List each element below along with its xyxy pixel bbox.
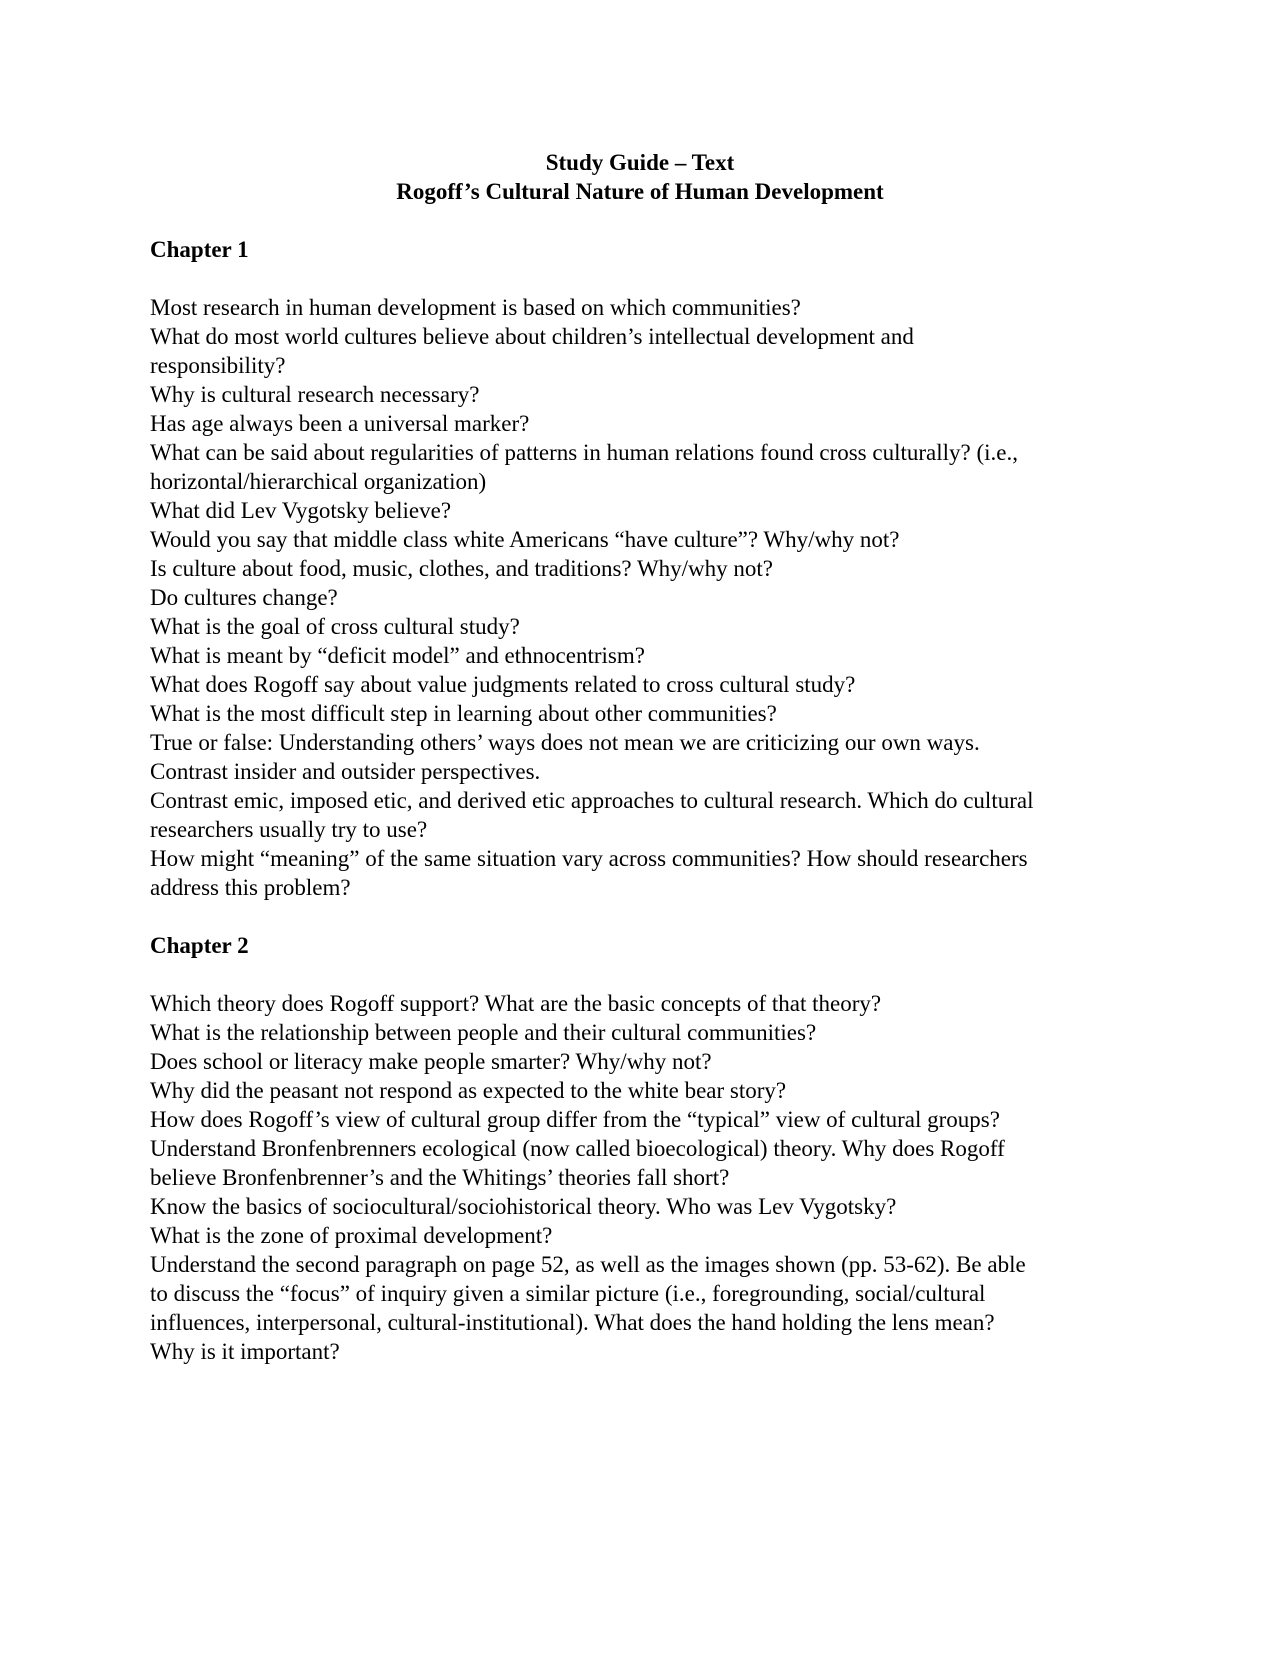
document-title xyxy=(150,148,1130,206)
question-line: How does Rogoff’s view of cultural group differ from the “typical” view of cultural groups? xyxy=(150,1107,1000,1132)
question-line: responsibility? xyxy=(150,353,286,378)
question-line: Understand Bronfenbrenners ecological (now called bioecological) theory. Why does Rogoff xyxy=(150,1136,1005,1161)
question-line: horizontal/hierarchical organization) xyxy=(150,469,487,494)
question-line: believe Bronfenbrenner’s and the Whitings’ theories fall short? xyxy=(150,1165,730,1190)
question-line: True or false: Understanding others’ ways does not mean we are criticizing our own ways. xyxy=(150,730,980,755)
title-line-2: Rogoff’s Cultural Nature of Human Development xyxy=(396,179,884,204)
question-line: Do cultures change? xyxy=(150,585,338,610)
question-line: How might “meaning” of the same situation vary across communities? How should researchers xyxy=(150,846,1028,871)
spacer xyxy=(150,960,1130,989)
chapter-1-section xyxy=(150,235,1130,902)
question-line: Why did the peasant not respond as expected to the white bear story? xyxy=(150,1078,787,1103)
question-line: influences, interpersonal, cultural-institutional). What does the hand holding the lens mean? xyxy=(150,1310,995,1335)
spacer xyxy=(150,206,1130,235)
chapter-1-heading: Chapter 1 xyxy=(150,237,249,262)
question-line: What is the relationship between people and their cultural communities? xyxy=(150,1020,817,1045)
question-line: Know the basics of sociocultural/sociohistorical theory. Who was Lev Vygotsky? xyxy=(150,1194,897,1219)
chapter-2-section xyxy=(150,931,1130,1366)
question-line: Does school or literacy make people smarter? Why/why not? xyxy=(150,1049,712,1074)
question-line: Contrast insider and outsider perspectives. xyxy=(150,759,541,784)
question-line: researchers usually try to use? xyxy=(150,817,428,842)
question-line: Has age always been a universal marker? xyxy=(150,411,530,436)
question-line: to discuss the “focus” of inquiry given a similar picture (i.e., foregrounding, social/cultural xyxy=(150,1281,986,1306)
question-line: Understand the second paragraph on page 52, as well as the images shown (pp. 53-62). Be able xyxy=(150,1252,1026,1277)
question-line: Why is cultural research necessary? xyxy=(150,382,480,407)
question-line: Would you say that middle class white Americans “have culture”? Why/why not? xyxy=(150,527,900,552)
document-page xyxy=(150,148,1130,1366)
question-line: What does Rogoff say about value judgments related to cross cultural study? xyxy=(150,672,856,697)
question-line: What is the most difficult step in learning about other communities? xyxy=(150,701,777,726)
spacer xyxy=(150,264,1130,293)
title-line-1: Study Guide – Text xyxy=(545,150,735,175)
question-line: What is the zone of proximal development? xyxy=(150,1223,553,1248)
question-line: Which theory does Rogoff support? What are the basic concepts of that theory? xyxy=(150,991,882,1016)
question-line: Contrast emic, imposed etic, and derived etic approaches to cultural research. Which do cultural xyxy=(150,788,1034,813)
question-line: address this problem? xyxy=(150,875,351,900)
question-line: What is the goal of cross cultural study? xyxy=(150,614,520,639)
question-line: Most research in human development is based on which communities? xyxy=(150,295,801,320)
question-line: What can be said about regularities of patterns in human relations found cross culturally? (i.e., xyxy=(150,440,1018,465)
question-line: Is culture about food, music, clothes, and traditions? Why/why not? xyxy=(150,556,773,581)
spacer xyxy=(150,902,1130,931)
question-line: What do most world cultures believe about children’s intellectual development and xyxy=(150,324,914,349)
question-line: What did Lev Vygotsky believe? xyxy=(150,498,452,523)
chapter-2-heading: Chapter 2 xyxy=(150,933,249,958)
question-line: What is meant by “deficit model” and ethnocentrism? xyxy=(150,643,645,668)
question-line: Why is it important? xyxy=(150,1339,340,1364)
